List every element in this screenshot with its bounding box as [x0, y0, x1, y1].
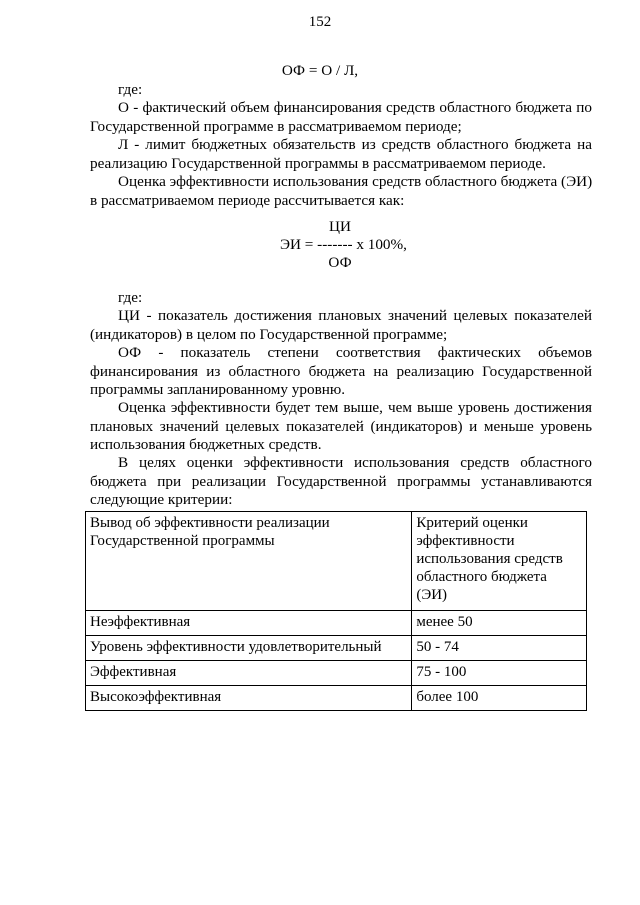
formula-of: ОФ = О / Л, — [281, 62, 359, 79]
criteria-line-2: бюджета при реализации Государственной программы устанавливаются — [90, 472, 592, 490]
definition-ci — [90, 307, 592, 344]
row-conclusion: Уровень эффективности удовлетворительный — [86, 636, 412, 661]
where-label-1: где: — [118, 81, 143, 98]
where-label-2: где: — [118, 289, 143, 306]
definition-o — [90, 99, 592, 136]
row-conclusion: Эффективная — [86, 661, 412, 686]
definition-of-line-2: финансирования из областного бюджета на реализацию Государственной — [90, 362, 592, 380]
evaluation-line-1: Оценка эффективности будет тем выше, чем выше уровень достижения — [118, 399, 592, 416]
table-row — [86, 636, 587, 661]
header-conclusion: Вывод об эффективности реализации Государственной программы — [86, 512, 412, 611]
definition-l — [90, 136, 592, 173]
formula-denominator: ОФ — [328, 254, 352, 271]
table-header-row — [86, 512, 587, 611]
table-row — [86, 661, 587, 686]
definition-l-line-1: Л - лимит бюджетных обязательств из средств областного бюджета на — [118, 136, 592, 153]
intro-ei-line-2: в рассматриваемом периоде рассчитывается как: — [90, 191, 405, 209]
definition-l-line-2: реализацию Государственной программы в рассматриваемом периоде. — [90, 154, 546, 172]
criteria-line-3: следующие критерии: — [90, 491, 233, 508]
intro-ei-line-1: Оценка эффективности использования средств областного бюджета (ЭИ) — [118, 173, 593, 190]
definition-ci-line-2: (индикаторов) в целом по Государственной программе; — [90, 325, 448, 343]
intro-ei — [90, 173, 592, 210]
header-criterion: Критерий оценки эффективности использования средств областного бюджета (ЭИ) — [412, 512, 587, 611]
page-number: 152 — [308, 14, 332, 30]
table-row — [86, 611, 587, 636]
evaluation-line-3: использования бюджетных средств. — [90, 436, 322, 453]
row-conclusion: Высокоэффективная — [86, 686, 412, 711]
definition-of-line-1: ОФ - показатель степени соответствия фактических объемов — [118, 344, 592, 361]
criteria-line-1: В целях оценки эффективности использования средств областного — [118, 454, 592, 471]
definition-of-line-3: программы запланированному уровню. — [90, 381, 346, 398]
evaluation-text — [90, 399, 592, 455]
row-conclusion: Неэффективная — [86, 611, 412, 636]
criteria-text — [90, 454, 592, 510]
row-criterion: 50 - 74 — [412, 636, 587, 661]
row-criterion: менее 50 — [412, 611, 587, 636]
definition-o-line-2: Государственной программе в рассматриваемом периоде; — [90, 117, 462, 135]
evaluation-line-2: плановых значений целевых показателей (индикаторов) и меньше уровень — [90, 417, 592, 435]
definition-o-line-1: О - фактический объем финансирования средств областного бюджета по — [118, 99, 592, 116]
definition-of — [90, 344, 592, 400]
row-criterion: 75 - 100 — [412, 661, 587, 686]
definition-ci-line-1: ЦИ - показатель достижения плановых значений целевых показателей — [118, 307, 592, 324]
formula-ei: ЭИ = ------- x 100%, — [280, 236, 407, 253]
formula-numerator: ЦИ — [329, 218, 351, 235]
row-criterion: более 100 — [412, 686, 587, 711]
table-row — [86, 686, 587, 711]
criteria-table — [85, 511, 587, 711]
